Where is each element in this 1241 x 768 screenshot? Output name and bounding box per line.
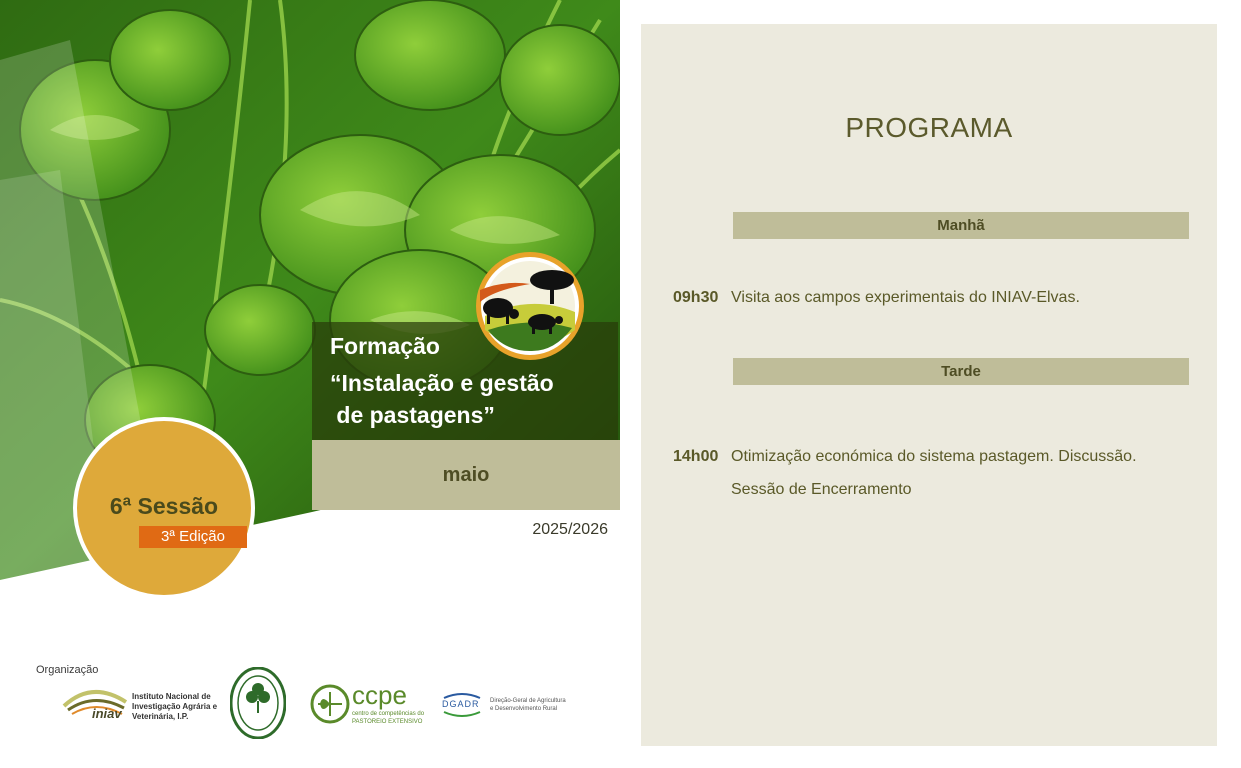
- morning-bar: Manhã: [733, 212, 1189, 239]
- dgadr-name: Direção-Geral de Agricultura e Desenvolvimento Rural: [490, 698, 566, 712]
- session-label: 6ª Sessão: [109, 493, 219, 519]
- afternoon-time: 14h00: [673, 448, 719, 465]
- iniav-wordmark: iniav: [92, 706, 122, 721]
- session-badge: [73, 417, 255, 599]
- edition-year: 2025/2026: [532, 521, 608, 538]
- course-title-line3: de pastagens”: [330, 402, 495, 428]
- ccpe-logo-icon: [310, 684, 350, 724]
- morning-activity: Visita aos campos experimentais do INIAV-Elvas.: [731, 289, 1080, 306]
- iniav-name: Instituto Nacional de Investigação Agrária e Veterinária, I.P.: [132, 692, 218, 721]
- ccpe-wordmark: ccpe: [352, 680, 407, 710]
- morning-time: 09h30: [673, 289, 719, 306]
- afternoon-bar: Tarde: [733, 358, 1189, 385]
- program-panel: [641, 24, 1217, 746]
- program-title: PROGRAMA: [845, 112, 1013, 143]
- month-label: maio: [312, 440, 620, 510]
- course-title-line2: “Instalação e gestão: [330, 370, 554, 396]
- poster-left: [0, 0, 620, 768]
- course-title-line1: Formação: [330, 333, 440, 359]
- pasture-emblem-icon: [474, 250, 586, 362]
- organization-label: Organização: [36, 664, 99, 676]
- edition-badge: 3ª Edição: [139, 526, 247, 548]
- closing-activity: Sessão de Encerramento: [731, 481, 912, 498]
- association-seal-icon: [230, 667, 286, 739]
- ccpe-name: centro de competências do PASTOREIO EXTENSIVO: [352, 711, 425, 725]
- afternoon-activity: Otimização económica do sistema pastagem. Discussão.: [731, 448, 1137, 465]
- dgadr-wordmark: DGADR: [442, 699, 480, 709]
